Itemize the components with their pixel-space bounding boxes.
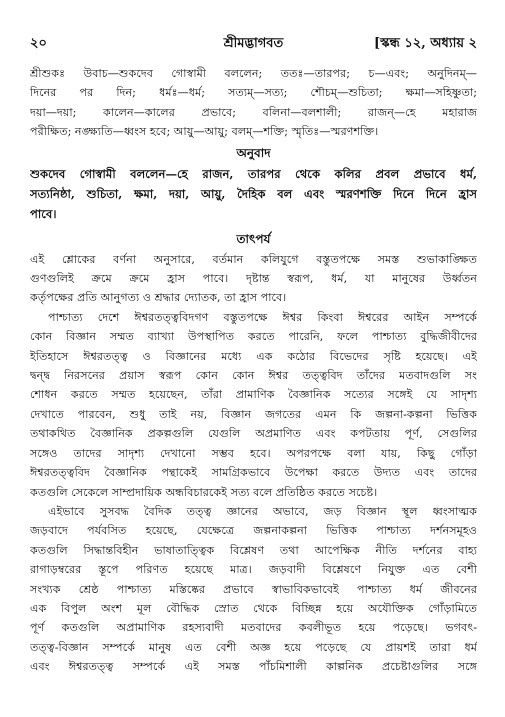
chapter-reference: [স্কন্ধ ১২, অধ্যায় ২ xyxy=(374,36,477,51)
purport-line: পূর্ণ কতগুলি অপ্রামাণিক রহস্যবাদী মতবাদের কবলীভূত হয়ে পড়েছে। ভগবৎ- xyxy=(30,621,477,635)
translation-block xyxy=(30,164,477,224)
purport-line: ইতিহাসে ঈশ্বরতত্ত্ব ও বিজ্ঞানের মধ্যে এক কঠোর বিভেদের সৃষ্টি হয়েছে। এই xyxy=(30,349,477,363)
purport-line: রাগাড়ম্বরের স্তূপে পরিণত হয়েছে মাত্র। জড়বাদী বিশ্লেষণে নিযুক্ত এত বেশী xyxy=(30,563,477,577)
book-title: শ্রীমদ্ভাগবত xyxy=(223,36,284,51)
translation-heading: অনুবাদ xyxy=(236,145,271,160)
purport-line: সঙ্গেও তাদের সাদৃশ্য দেখানো সম্ভব হবে। অপরপক্ষে বলা যায়, কিছু গোঁড়া xyxy=(30,446,477,460)
purport-line: দ্বন্দ্ব নিরসনের প্রয়াস স্বরূপ কোন কোন ঈশ্বর তত্ত্ববিদ তাঁদের মতবাদগুলি সং xyxy=(30,369,477,383)
synonyms-line: দিনের পর দিন; ধর্মঃ—ধর্ম; সত্যম্—সত্য; শৌচম্—শুচিতা; ক্ষমা—সহিষ্ণুতা; xyxy=(30,86,477,100)
purport-line: জড়বাদে পর্যবসিত হয়েছে, যেক্ষেত্রে জল্পনাকল্পনা ভিত্তিক পাশ্চাত্য দর্শনসমূহও xyxy=(30,524,477,538)
purport-line: পাশ্চাত্য দেশে ঈশ্বরতত্ত্ববিদগণ বস্তুতপক্ষে ঈশ্বর কিংবা ঈশ্বরের আইন সম্পর্কে xyxy=(48,310,477,324)
purport-line: কর্তৃপক্ষের প্রতি আনুগত্য ও শ্রদ্ধার দ্যোতক, তা হ্রাস পাবে। xyxy=(30,291,287,305)
purport-line: সংখ্যক শ্রেষ্ঠ পাশ্চাত্য মস্তিষ্কের প্রভাবে স্বাভাবিকভাবেই পাশ্চাত্য ধর্ম জীবনের xyxy=(30,582,477,596)
purport-line: এক বিপুল অংশ মূল বৌদ্ধিক স্রোত থেকে বিচ্ছিন্ন হয়ে অযৌক্তিক গোঁড়ামিতে xyxy=(30,601,477,615)
purport-line: কতগুলি সেকেলে সাম্প্রদায়িক অন্ধবিচারকেই সত্য বলে প্রতিষ্ঠিত করতে সচেষ্ট। xyxy=(30,485,378,499)
purport-line: দেখাতে পারবেন, শুধু তাই নয়, বিজ্ঞান জগতের এমন কি জল্পনা-কল্পনা ভিত্তিক xyxy=(30,407,477,421)
synonyms-line: শ্রীশুকঃ উবাচ—শুকদেব গোস্বামী বললেন; ততঃ—তারপর; চ—এবং; অনুদিনম্— xyxy=(30,67,477,80)
purport-paragraph-3 xyxy=(30,502,477,677)
translation-line: সত্যনিষ্ঠা, শুচিতা, ক্ষমা, দয়া, আয়ু, দৈহিক বল এবং স্মরণশক্তি দিনে দিনে হ্রাস xyxy=(30,186,477,201)
purport-line: তত্ত্ব-বিজ্ঞান সম্পর্কে মানুষ এত বেশী অজ্ঞ হয়ে পড়েছে যে প্রায়শই তারা ধর্ম xyxy=(30,640,477,654)
page-header xyxy=(30,34,477,56)
synonyms-block xyxy=(30,64,477,142)
purport-line: এবং ঈশ্বরতত্ত্ব সম্পর্কে এই সমস্ত পাঁচমিশালী কাল্পনিক প্রচেষ্টাগুলির সঙ্গে xyxy=(30,660,477,674)
purport-line: কতগুলি সিদ্ধান্তবিহীন ভাষাতাত্ত্বিক বিশ্লেষণ তথা আপেক্ষিক নীতি দর্শনের বাহ্য xyxy=(30,543,477,557)
purport-paragraph-2 xyxy=(30,308,477,502)
synonyms-line: পরীক্ষিত; নঙ্ক্ষ্যতি—ধ্বংস হবে; আয়ু—আয়ু; বলম্—শক্তি; স্মৃতিঃ—স্মরণশক্তি। xyxy=(30,125,379,139)
purport-line: শোধন করতে সম্মত হয়েছেন, তাঁরা প্রামাণিক বৈজ্ঞানিক সত্যের সঙ্গেই যে সাদৃশ্য xyxy=(30,388,477,402)
purport-line: গুণগুলিই ক্রমে ক্রমে হ্রাস পাবে। দৃষ্টান্ত স্বরূপ, ধর্ম, যা মানুষের উর্ধ্বতন xyxy=(30,272,477,286)
purport-line: তথাকথিত বৈজ্ঞানিক প্রকল্পগুলি যেগুলি অপ্রমাণিত এবং কপটতায় পূর্ণ, সেগুলির xyxy=(30,427,477,441)
purport-heading: তাৎপর্য xyxy=(236,231,271,246)
synonyms-line: দয়া—দয়া; কালেন—কালের প্রভাবে; বলিনা—বলশালী; রাজন্—হে মহারাজ xyxy=(30,105,477,119)
purport-line: ঈশ্বরতত্ত্ববিদ বৈজ্ঞানিক পন্থাকেই সামগ্রিকভাবে উপেক্ষা করতে উদ্যত এবং তাদের xyxy=(30,466,477,480)
page-body xyxy=(30,64,477,677)
purport-line: কোন বিজ্ঞান সম্মত ব্যাখ্যা উপস্থাপিত করতে পারেনি, ফলে পাশ্চাত্য বুদ্ধিজীবীদের xyxy=(30,330,477,344)
translation-line: পাবে। xyxy=(30,206,57,221)
translation-line: শুকদেব গোস্বামী বললেন—হে রাজন, তারপর থেকে কলির প্রবল প্রভাবে ধর্ম, xyxy=(30,166,477,181)
purport-paragraph-1 xyxy=(30,250,477,308)
purport-line: এইভাবে সুসবদ্ধ বৈদিক তত্ত্ব জ্ঞানের অভাবে, জড় বিজ্ঞান স্থূল ধ্বংসাত্মক xyxy=(48,504,477,518)
page-number: ২০ xyxy=(30,36,47,51)
purport-line: এই শ্লোকের বর্ণনা অনুসারে, বর্তমান কলিযুগে বস্তুতপক্ষে সমস্ত শুভাকাঙ্ক্ষিত xyxy=(30,252,477,266)
